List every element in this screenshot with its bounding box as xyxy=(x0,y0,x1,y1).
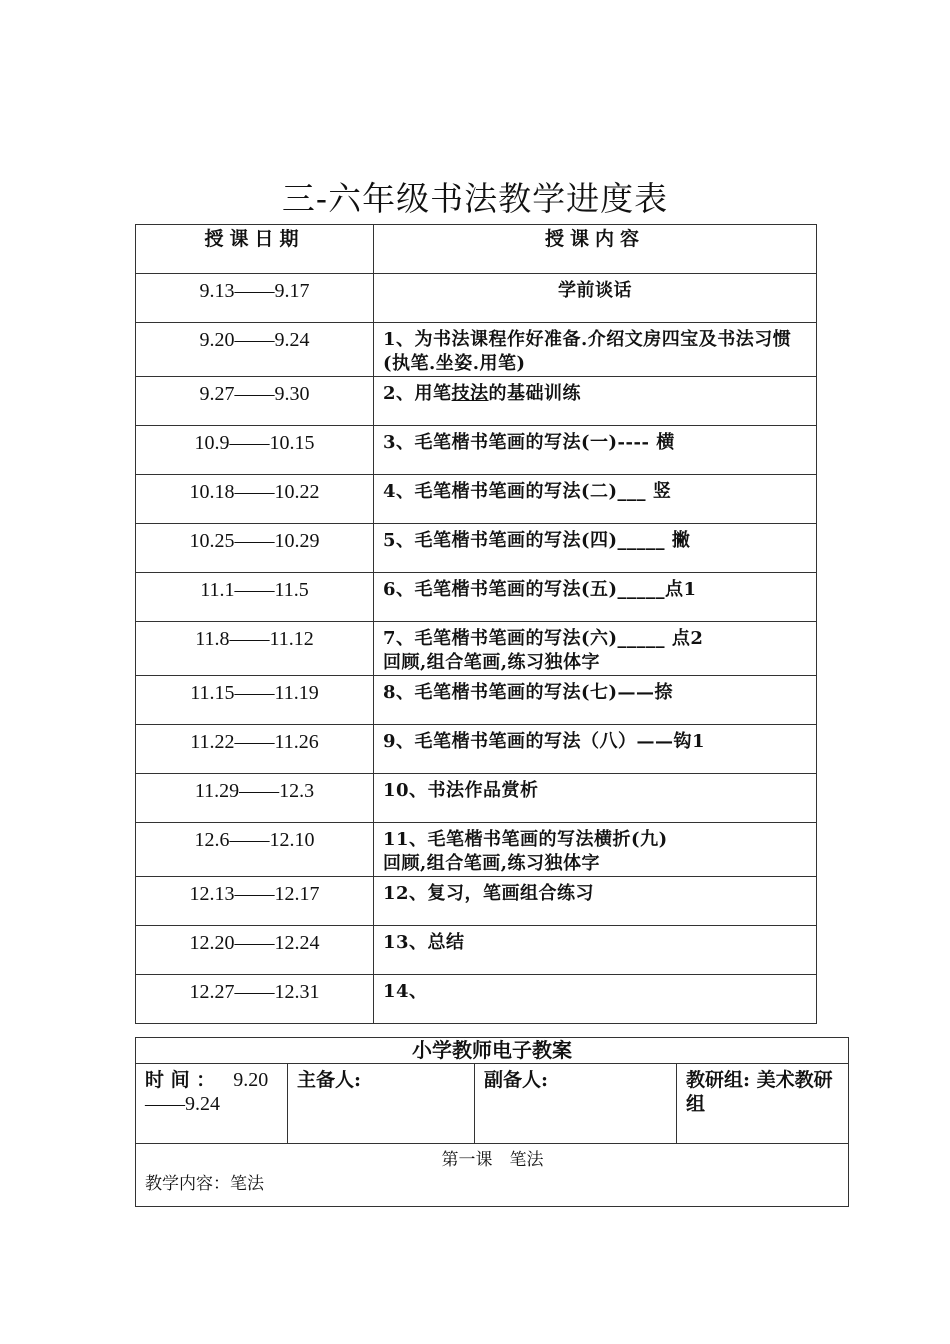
schedule-table xyxy=(135,224,817,1024)
row-date: 10.25——10.29 xyxy=(136,524,374,573)
row-date: 12.13——12.17 xyxy=(136,877,374,926)
row-date: 9.27——9.30 xyxy=(136,377,374,426)
row-date: 10.9——10.15 xyxy=(136,426,374,475)
row-content xyxy=(374,377,817,426)
table-row xyxy=(136,975,817,1024)
row-content-underlined: 技法 xyxy=(451,383,489,404)
row-date: 12.6——12.10 xyxy=(136,823,374,877)
row-content: 5、毛笔楷书笔画的写法(四)_____ 撇 xyxy=(374,524,817,573)
row-date: 9.13——9.17 xyxy=(136,274,374,323)
table-row xyxy=(136,573,817,622)
table-row xyxy=(136,274,817,323)
time-label: 时 间 ： xyxy=(145,1069,216,1091)
table-row xyxy=(136,926,817,975)
table-row xyxy=(136,877,817,926)
time-start: 9.20 xyxy=(233,1069,269,1091)
lesson-time-cell xyxy=(136,1064,288,1144)
row-date: 11.15——11.19 xyxy=(136,676,374,725)
row-content: 4、毛笔楷书笔画的写法(二)___ 竖 xyxy=(374,475,817,524)
table-header-row xyxy=(136,225,817,274)
row-content-line: 7、毛笔楷书笔画的写法(六)_____ 点2 xyxy=(383,628,704,649)
row-content-line: 回顾,组合笔画,练习独体字 xyxy=(383,652,601,673)
lead-preparer-cell: 主备人: xyxy=(288,1064,475,1144)
table-row xyxy=(136,676,817,725)
row-content: 3、毛笔楷书笔画的写法(一)---- 横 xyxy=(374,426,817,475)
page-title: 三-六年级书法教学进度表 xyxy=(281,179,669,218)
table-row xyxy=(136,475,817,524)
row-content: 14、 xyxy=(374,975,817,1024)
lesson-content-label: 教学内容：笔法 xyxy=(145,1174,264,1194)
row-content-line: 回顾,组合笔画,练习独体字 xyxy=(383,853,601,874)
time-end: ——9.24 xyxy=(145,1093,220,1115)
row-content xyxy=(374,823,817,877)
row-content: 9、毛笔楷书笔画的写法（八）——钩1 xyxy=(374,725,817,774)
row-content-part: 2、用笔 xyxy=(383,383,452,404)
row-date: 11.8——11.12 xyxy=(136,622,374,676)
row-content xyxy=(374,622,817,676)
row-content-part: 的基础训练 xyxy=(488,383,582,404)
row-date: 11.1——11.5 xyxy=(136,573,374,622)
co-preparer-cell: 副备人: xyxy=(475,1064,677,1144)
row-date: 11.29——12.3 xyxy=(136,774,374,823)
row-date: 12.20——12.24 xyxy=(136,926,374,975)
row-date: 9.20——9.24 xyxy=(136,323,374,377)
lesson-content-cell xyxy=(136,1144,849,1207)
lesson-title: 第一课 笔法 xyxy=(441,1150,544,1170)
lesson-plan-table xyxy=(135,1037,849,1207)
table-row xyxy=(136,622,817,676)
row-content: 1、为书法课程作好准备.介绍文房四宝及书法习惯(执笔.坐姿.用笔) xyxy=(374,323,817,377)
row-content-line: 11、毛笔楷书笔画的写法横折(九) xyxy=(383,829,668,850)
row-content: 学前谈话 xyxy=(374,274,817,323)
row-date: 12.27——12.31 xyxy=(136,975,374,1024)
row-content: 10、书法作品赏析 xyxy=(374,774,817,823)
row-date: 11.22——11.26 xyxy=(136,725,374,774)
table-row xyxy=(136,823,817,877)
table-row xyxy=(136,725,817,774)
row-content: 6、毛笔楷书笔画的写法(五)_____点1 xyxy=(374,573,817,622)
lesson-plan-header: 小学教师电子教案 xyxy=(136,1038,849,1064)
row-content: 8、毛笔楷书笔画的写法(七)——捺 xyxy=(374,676,817,725)
table-row xyxy=(136,524,817,573)
table-row xyxy=(136,323,817,377)
table-row xyxy=(136,426,817,475)
research-group-cell: 教研组: 美术教研组 xyxy=(677,1064,849,1144)
row-content: 12、复习，笔画组合练习 xyxy=(374,877,817,926)
table-row xyxy=(136,377,817,426)
content-column-header: 授课内容 xyxy=(374,225,817,274)
row-date: 10.18——10.22 xyxy=(136,475,374,524)
date-column-header: 授课日期 xyxy=(136,225,374,274)
row-content: 13、总结 xyxy=(374,926,817,975)
table-row xyxy=(136,774,817,823)
